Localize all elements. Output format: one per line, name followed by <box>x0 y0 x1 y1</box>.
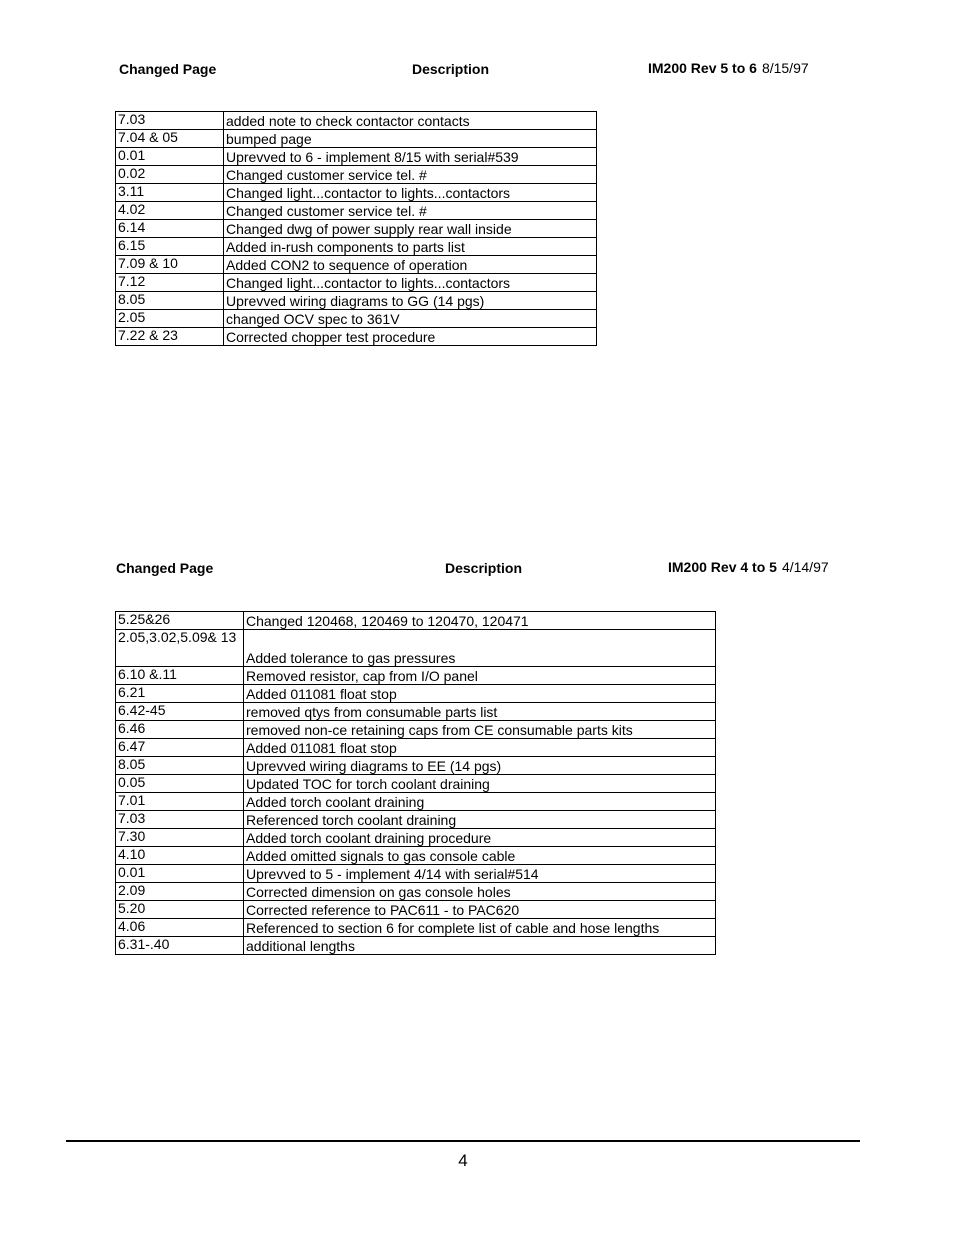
table-row <box>116 274 597 292</box>
table-row <box>116 310 597 328</box>
table-row <box>116 757 716 775</box>
changed-page-cell: 7.22 & 23 <box>116 328 224 346</box>
description-cell: Added in-rush components to parts list <box>224 238 597 256</box>
description-cell: Corrected reference to PAC611 - to PAC620 <box>244 901 716 919</box>
changed-page-cell: 2.09 <box>116 883 244 901</box>
description-cell: Uprevved to 6 - implement 8/15 with serial#539 <box>224 148 597 166</box>
changed-page-cell: 4.06 <box>116 919 244 937</box>
page-number: 4 <box>458 1151 468 1170</box>
table-row <box>116 256 597 274</box>
section2-header-revision <box>668 559 829 575</box>
description-cell: Changed customer service tel. # <box>224 202 597 220</box>
table-row <box>116 166 597 184</box>
description-cell: Removed resistor, cap from I/O panel <box>244 667 716 685</box>
table-row <box>116 667 716 685</box>
table-row <box>116 703 716 721</box>
changed-page-cell: 0.02 <box>116 166 224 184</box>
description-cell: Corrected chopper test procedure <box>224 328 597 346</box>
table-row <box>116 901 716 919</box>
changed-page-cell: 0.05 <box>116 775 244 793</box>
changed-page-cell: 0.01 <box>116 148 224 166</box>
table-row <box>116 184 597 202</box>
changed-page-cell: 6.14 <box>116 220 224 238</box>
changed-page-cell: 6.31-.40 <box>116 937 244 955</box>
table-row <box>116 883 716 901</box>
description-cell: Uprevved wiring diagrams to EE (14 pgs) <box>244 757 716 775</box>
description-cell: Changed 120468, 120469 to 120470, 120471 <box>244 612 716 630</box>
description-cell: Updated TOC for torch coolant draining <box>244 775 716 793</box>
table-row <box>116 775 716 793</box>
changed-page-cell: 6.21 <box>116 685 244 703</box>
description-cell: Added torch coolant draining procedure <box>244 829 716 847</box>
table-row <box>116 865 716 883</box>
changed-page-cell: 6.10 &.11 <box>116 667 244 685</box>
table-row <box>116 919 716 937</box>
changed-page-cell: 7.12 <box>116 274 224 292</box>
description-cell: changed OCV spec to 361V <box>224 310 597 328</box>
section1-revision-date: 8/15/97 <box>761 60 809 76</box>
description-cell: Referenced to section 6 for complete list of cable and hose lengths <box>244 919 716 937</box>
table-row <box>116 793 716 811</box>
changed-page-cell: 5.25&26 <box>116 612 244 630</box>
table-row <box>116 238 597 256</box>
description-cell: additional lengths <box>244 937 716 955</box>
changed-page-cell: 4.10 <box>116 847 244 865</box>
section1-change-table <box>115 111 597 346</box>
section1-header-description: Description <box>412 61 490 77</box>
section1-revision-label: IM200 Rev 5 to 6 <box>648 60 757 76</box>
changed-page-cell: 6.47 <box>116 739 244 757</box>
description-cell: Added 011081 float stop <box>244 685 716 703</box>
table-row <box>116 829 716 847</box>
changed-page-cell: 2.05 <box>116 310 224 328</box>
changed-page-cell: 0.01 <box>116 865 244 883</box>
section2-change-table <box>115 611 716 955</box>
description-cell: removed non-ce retaining caps from CE consumable parts kits <box>244 721 716 739</box>
description-cell: Added torch coolant draining <box>244 793 716 811</box>
footer-rule <box>66 1140 860 1142</box>
description-cell: Added 011081 float stop <box>244 739 716 757</box>
section2-revision-date: 4/14/97 <box>781 559 829 575</box>
section2-revision-label: IM200 Rev 4 to 5 <box>668 559 777 575</box>
changed-page-cell: 5.20 <box>116 901 244 919</box>
description-cell: bumped page <box>224 130 597 148</box>
description-cell: Uprevved wiring diagrams to GG (14 pgs) <box>224 292 597 310</box>
changed-page-cell: 8.05 <box>116 292 224 310</box>
description-cell: removed qtys from consumable parts list <box>244 703 716 721</box>
table-row <box>116 130 597 148</box>
table-row <box>116 292 597 310</box>
changed-page-cell: 7.04 & 05 <box>116 130 224 148</box>
table-row <box>116 612 716 630</box>
description-cell: Changed dwg of power supply rear wall inside <box>224 220 597 238</box>
table-row <box>116 202 597 220</box>
table-row <box>116 220 597 238</box>
table-row <box>116 811 716 829</box>
section2-header-changed-page: Changed Page <box>116 560 214 576</box>
table-row <box>116 721 716 739</box>
table-row <box>116 685 716 703</box>
changed-page-cell: 6.46 <box>116 721 244 739</box>
table-row <box>116 112 597 130</box>
changed-page-cell: 7.01 <box>116 793 244 811</box>
section1-header-changed-page: Changed Page <box>119 61 217 77</box>
table-row <box>116 148 597 166</box>
description-cell: Referenced torch coolant draining <box>244 811 716 829</box>
changed-page-cell: 8.05 <box>116 757 244 775</box>
description-cell: added note to check contactor contacts <box>224 112 597 130</box>
table-row <box>116 630 716 667</box>
changed-page-cell: 6.15 <box>116 238 224 256</box>
description-cell: Added tolerance to gas pressures <box>244 630 716 667</box>
changed-page-cell: 7.03 <box>116 112 224 130</box>
changed-page-cell: 7.03 <box>116 811 244 829</box>
changed-page-cell: 2.05,3.02,5.09& 13 <box>116 630 244 667</box>
changed-page-cell: 4.02 <box>116 202 224 220</box>
description-cell: Corrected dimension on gas console holes <box>244 883 716 901</box>
changed-page-cell: 3.11 <box>116 184 224 202</box>
description-cell: Changed light...contactor to lights...contactors <box>224 274 597 292</box>
description-cell: Changed light...contactor to lights...contactors <box>224 184 597 202</box>
section1-header-revision <box>648 60 809 76</box>
description-cell: Added omitted signals to gas console cable <box>244 847 716 865</box>
description-cell: Changed customer service tel. # <box>224 166 597 184</box>
table-row <box>116 937 716 955</box>
description-cell: Uprevved to 5 - implement 4/14 with serial#514 <box>244 865 716 883</box>
changed-page-cell: 7.09 & 10 <box>116 256 224 274</box>
changed-page-cell: 7.30 <box>116 829 244 847</box>
description-cell: Added CON2 to sequence of operation <box>224 256 597 274</box>
section2-header-description: Description <box>445 560 523 576</box>
table-row <box>116 739 716 757</box>
table-row <box>116 847 716 865</box>
table-row <box>116 328 597 346</box>
changed-page-cell: 6.42-45 <box>116 703 244 721</box>
